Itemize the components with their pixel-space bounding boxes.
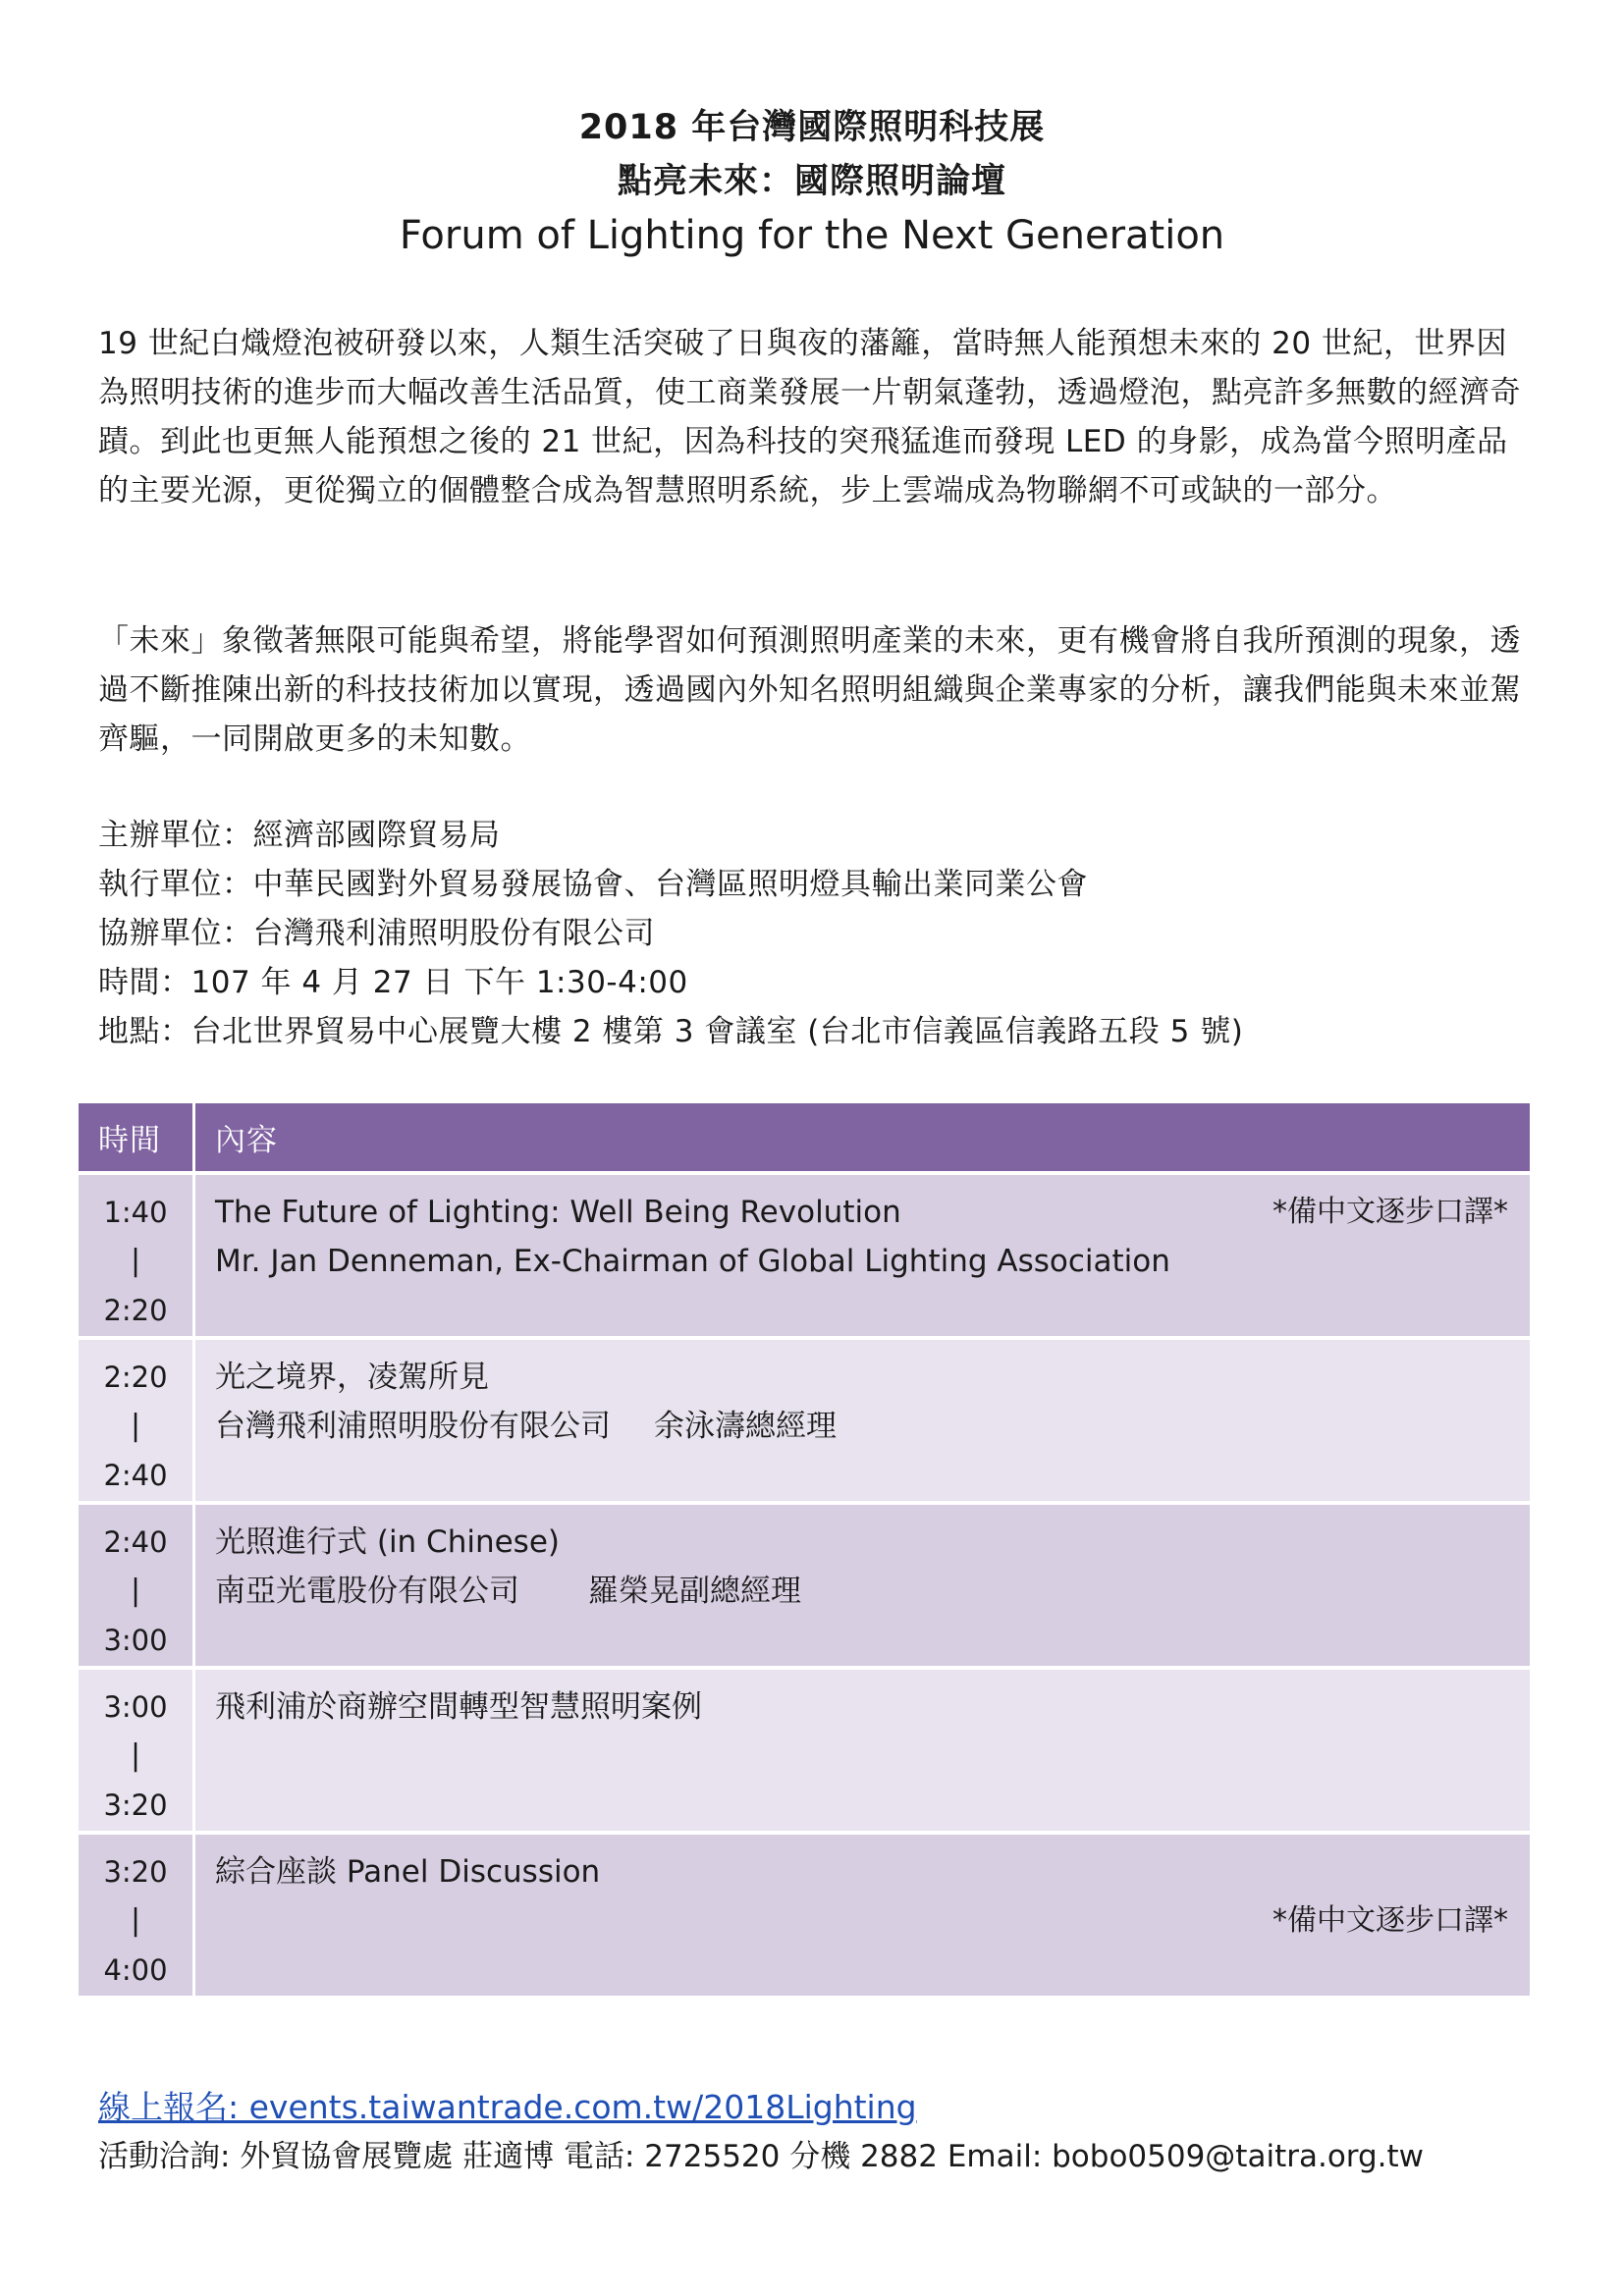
intro-paragraph-2: 「未來」象徵著無限可能與希望，將能學習如何預測照明產業的未來，更有機會將自我所預測的現象，透過不斷推陳出新的科技技術加以實現，透過國內外知名照明組織與企業專家的分析，讓我們能與未來並駕齊驅，一同開啟更多的未知數。 — [98, 623, 1521, 757]
end-time: 3:20 — [103, 1789, 168, 1822]
time-cell — [79, 1670, 195, 1831]
time-cell — [79, 1175, 195, 1336]
title-line-2: 點亮未來：國際照明論壇 — [617, 162, 1006, 201]
session-title: 飛利浦於商辦空間轉型智慧照明案例 — [215, 1689, 702, 1725]
schedule-row — [79, 1835, 1530, 1996]
info-co-organizer: 協辦單位：台灣飛利浦照明股份有限公司 — [98, 916, 655, 951]
time-separator: | — [130, 1738, 141, 1773]
content-cell — [195, 1670, 1530, 1831]
speaker-line — [215, 1402, 1530, 1451]
speaker-org: 南亞光電股份有限公司 — [215, 1574, 519, 1609]
time-separator: | — [130, 1244, 141, 1278]
time-separator: | — [130, 1409, 141, 1443]
end-time: 2:20 — [103, 1294, 168, 1327]
content-cell — [195, 1175, 1530, 1336]
event-info-list — [98, 811, 1243, 1056]
contact-info: 活動洽詢: 外貿協會展覽處 莊適博 電話: 2725520 分機 2882 Email: bobo0509@taitra.org.tw — [98, 2139, 1425, 2174]
info-venue: 地點：台北世界貿易中心展覽大樓 2 樓第 3 會議室 (台北市信義區信義路五段 5 號) — [98, 1014, 1244, 1049]
registration-link[interactable]: 線上報名: events.taiwantrade.com.tw/2018Lighting — [98, 2088, 917, 2126]
time-separator: | — [130, 1903, 141, 1938]
speaker-line — [215, 1567, 1530, 1616]
schedule-row — [79, 1175, 1530, 1336]
start-time: 2:40 — [103, 1525, 168, 1559]
title-line-3: Forum of Lighting for the Next Generation — [399, 213, 1225, 258]
start-time: 3:20 — [103, 1855, 168, 1889]
title-line-1: 2018 年台灣國際照明科技展 — [578, 108, 1046, 147]
time-cell — [79, 1835, 195, 1996]
header-content: 內容 — [195, 1103, 1530, 1171]
session-title: 光照進行式 (in Chinese) — [215, 1524, 561, 1560]
info-time: 時間：107 年 4 月 27 日 下午 1:30-4:00 — [98, 965, 688, 1000]
content-cell — [195, 1505, 1530, 1666]
footer — [98, 2083, 1424, 2181]
page-title — [0, 101, 1624, 263]
end-time: 4:00 — [103, 1953, 168, 1987]
start-time: 3:00 — [103, 1690, 168, 1724]
intro-paragraph-1: 19 世紀白熾燈泡被研發以來，人類生活突破了日與夜的藩籬，當時無人能預想未來的 20 世紀，世界因為照明技術的進步而大幅改善生活品質，使工商業發展一片朝氣蓬勃，透過燈泡，點亮許多無數的經濟奇蹟。到此也更無人能預想之後的 21 世紀，因為科技的突飛猛進而發現 LED 的身影，成為當今照明產品的主要光源，更從獨立的個體整合成為智慧照明系統，步上雲端成為物聯網不可或缺的一部分。 — [98, 326, 1521, 508]
schedule-table — [79, 1099, 1530, 2000]
schedule-row — [79, 1670, 1530, 1831]
time-cell — [79, 1340, 195, 1501]
schedule-header-row — [79, 1103, 1530, 1171]
end-time: 2:40 — [103, 1459, 168, 1492]
speaker-org: Mr. Jan Denneman, Ex-Chairman of Global Lighting Association — [215, 1244, 1170, 1279]
session-title: The Future of Lighting: Well Being Revolution — [215, 1195, 901, 1230]
speaker-name: 羅榮晃副總經理 — [588, 1574, 801, 1609]
session-title: 綜合座談 Panel Discussion — [215, 1854, 601, 1890]
end-time: 3:00 — [103, 1624, 168, 1657]
schedule-row — [79, 1340, 1530, 1501]
speaker-org: 台灣飛利浦照明股份有限公司 — [215, 1409, 611, 1444]
schedule-row — [79, 1505, 1530, 1666]
info-organizer: 主辦單位：經濟部國際貿易局 — [98, 818, 501, 853]
content-cell — [195, 1835, 1530, 1996]
interpretation-note: *備中文逐步口譯* — [1272, 1195, 1508, 1229]
start-time: 1:40 — [103, 1196, 168, 1229]
header-time: 時間 — [79, 1103, 195, 1171]
time-separator: | — [130, 1574, 141, 1608]
start-time: 2:20 — [103, 1361, 168, 1394]
speaker-name: 余泳濤總經理 — [654, 1409, 837, 1444]
session-title: 光之境界，凌駕所見 — [215, 1360, 489, 1395]
time-cell — [79, 1505, 195, 1666]
content-cell — [195, 1340, 1530, 1501]
interpretation-note: *備中文逐步口譯* — [1272, 1903, 1508, 1938]
info-executor: 執行單位：中華民國對外貿易發展協會、台灣區照明燈具輸出業同業公會 — [98, 867, 1088, 902]
